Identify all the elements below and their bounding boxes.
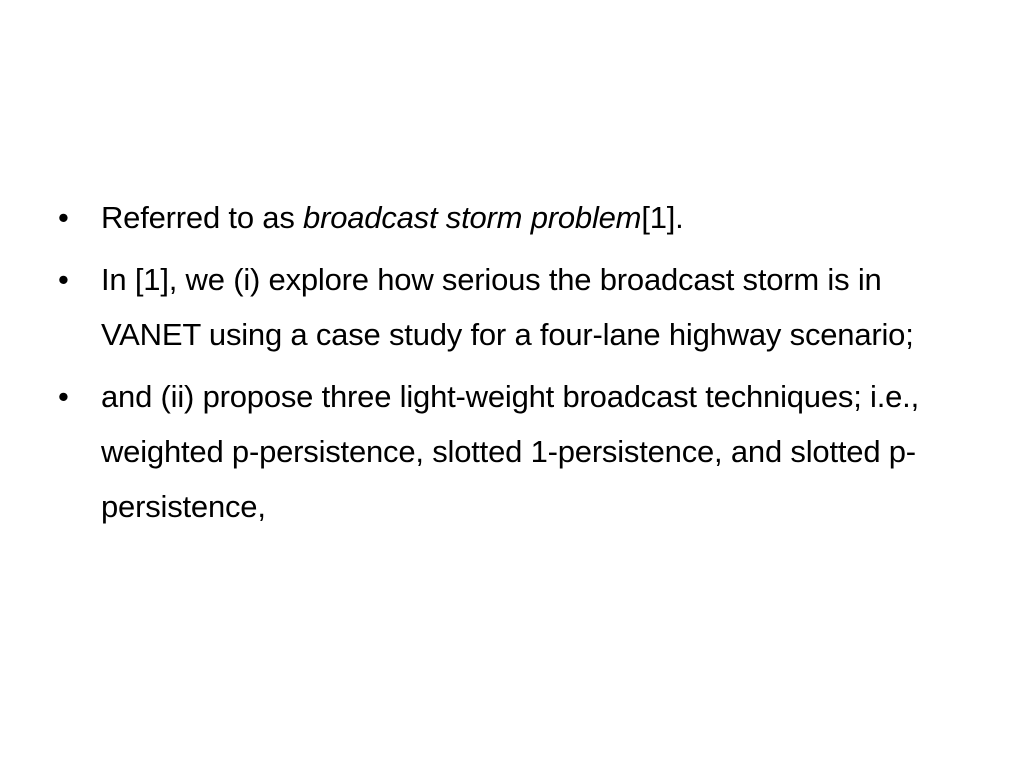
bullet-icon: • (58, 379, 69, 414)
bullet-1-emphasis: broadcast storm problem (303, 200, 642, 235)
bullet-item-2 (58, 252, 978, 362)
bullet-list (58, 190, 978, 534)
bullet-item-1 (58, 190, 978, 245)
slide-content (58, 190, 978, 541)
bullet-3-text: and (ii) propose three light-weight broadcast techniques; i.e., weighted p-persistence, slotted 1-persistence, and slotted p-persistence, (101, 379, 919, 524)
bullet-1-prefix: Referred to as (101, 200, 304, 235)
bullet-1-suffix: [1]. (641, 200, 684, 235)
bullet-item-3 (58, 369, 978, 534)
bullet-icon: • (58, 200, 69, 235)
bullet-icon: • (58, 262, 69, 297)
bullet-2-text: In [1], we (i) explore how serious the broadcast storm is in VANET using a case study for a four-lane highway scenario; (101, 262, 914, 352)
